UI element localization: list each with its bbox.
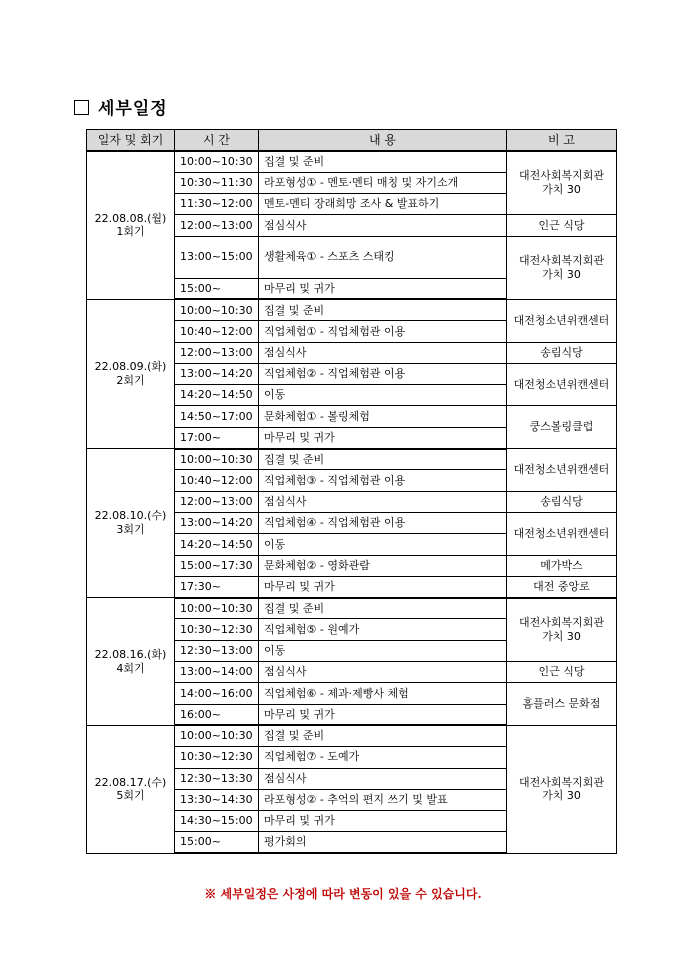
content-cell: 마무리 및 귀가	[259, 704, 507, 725]
time-cell: 10:00~10:30	[175, 151, 259, 172]
time-cell: 10:30~11:30	[175, 172, 259, 193]
time-cell: 13:00~14:20	[175, 363, 259, 384]
session-date: 22.08.08.(월)	[94, 211, 167, 225]
table-row	[87, 598, 617, 619]
time-cell: 13:00~14:00	[175, 662, 259, 683]
session-date: 22.08.17.(수)	[94, 775, 167, 789]
content-cell: 이동	[259, 385, 507, 406]
content-cell: 마무리 및 귀가	[259, 278, 507, 299]
note-cell	[507, 725, 617, 853]
content-cell: 이동	[259, 640, 507, 661]
time-cell: 14:20~14:50	[175, 385, 259, 406]
content-cell: 라포형성② - 추억의 편지 쓰기 및 발표	[259, 789, 507, 810]
time-cell: 12:00~13:00	[175, 215, 259, 236]
time-cell: 12:30~13:30	[175, 768, 259, 789]
schedule-table	[86, 129, 617, 854]
note-line: 가치 30	[542, 183, 581, 197]
content-cell: 마무리 및 귀가	[259, 811, 507, 832]
session-number: 1회기	[116, 225, 145, 239]
note-line: 대전사회복지회관	[518, 616, 604, 630]
time-cell: 12:00~13:00	[175, 342, 259, 363]
content-cell: 이동	[259, 534, 507, 555]
note-line: 대전사회복지회관	[518, 169, 604, 183]
time-cell: 13:00~14:20	[175, 512, 259, 533]
note-cell	[507, 598, 617, 662]
note-cell: 메가박스	[507, 555, 617, 576]
content-cell: 직업체험① - 직업체험관 이용	[259, 321, 507, 342]
content-cell: 직업체험⑥ - 제과·제빵사 체험	[259, 683, 507, 704]
page-title	[74, 94, 168, 119]
content-cell: 집결 및 준비	[259, 449, 507, 470]
note-cell: 인근 식당	[507, 662, 617, 683]
table-row	[87, 151, 617, 172]
time-cell: 13:00~15:00	[175, 236, 259, 278]
session-number: 5회기	[116, 789, 145, 803]
note-cell: 홈플러스 문화점	[507, 683, 617, 726]
content-cell: 생활체육① - 스포츠 스태킹	[259, 236, 507, 278]
note-line: 대전사회복지회관	[518, 254, 604, 268]
content-cell: 마무리 및 귀가	[259, 427, 507, 448]
session-day-cell	[87, 449, 175, 598]
session-number: 4회기	[116, 661, 145, 675]
content-cell: 평가회의	[259, 832, 507, 853]
time-cell: 15:00~	[175, 278, 259, 299]
time-cell: 10:00~10:30	[175, 449, 259, 470]
page-title-text: 세부일정	[98, 99, 168, 119]
note-cell	[507, 151, 617, 215]
time-cell: 10:00~10:30	[175, 598, 259, 619]
time-cell: 17:30~	[175, 576, 259, 597]
note-line: 가치 30	[542, 629, 581, 643]
header-day: 일자 및 회기	[87, 130, 175, 152]
time-cell: 10:00~10:30	[175, 299, 259, 320]
time-cell: 15:00~	[175, 832, 259, 853]
table-row	[87, 725, 617, 746]
time-cell: 10:30~12:30	[175, 619, 259, 640]
session-date: 22.08.16.(화)	[94, 647, 167, 661]
note-cell: 대전청소년위캔센터	[507, 299, 617, 342]
time-cell: 12:00~13:00	[175, 491, 259, 512]
time-cell: 16:00~	[175, 704, 259, 725]
note-line: 대전사회복지회관	[518, 775, 604, 789]
session-date: 22.08.10.(수)	[94, 509, 167, 523]
time-cell: 10:00~10:30	[175, 725, 259, 746]
session-day-cell	[87, 299, 175, 448]
time-cell: 14:20~14:50	[175, 534, 259, 555]
table-row	[87, 449, 617, 470]
note-cell	[507, 236, 617, 299]
header-note: 비 고	[507, 130, 617, 152]
time-cell: 10:40~12:00	[175, 470, 259, 491]
content-cell: 집결 및 준비	[259, 151, 507, 172]
time-cell: 14:30~15:00	[175, 811, 259, 832]
session-day-cell	[87, 598, 175, 726]
note-cell: 쿵스볼링클럽	[507, 406, 617, 449]
header-content: 내 용	[259, 130, 507, 152]
content-cell: 마무리 및 귀가	[259, 576, 507, 597]
content-cell: 직업체험④ - 직업체험관 이용	[259, 512, 507, 533]
time-cell: 12:30~13:00	[175, 640, 259, 661]
note-line: 가치 30	[542, 267, 581, 281]
time-cell: 17:00~	[175, 427, 259, 448]
time-cell: 14:50~17:00	[175, 406, 259, 427]
content-cell: 직업체험⑤ - 원예가	[259, 619, 507, 640]
content-cell: 집결 및 준비	[259, 299, 507, 320]
content-cell: 문화체험① - 볼링체험	[259, 406, 507, 427]
note-cell: 송림식당	[507, 491, 617, 512]
note-cell: 대전청소년위캔센터	[507, 449, 617, 492]
time-cell: 10:30~12:30	[175, 747, 259, 768]
header-row	[87, 130, 617, 152]
time-cell: 10:40~12:00	[175, 321, 259, 342]
session-date: 22.08.09.(화)	[94, 360, 167, 374]
footnote: ※ 세부일정은 사정에 따라 변동이 있을 수 있습니다.	[204, 887, 482, 901]
content-cell: 점심식사	[259, 215, 507, 236]
content-cell: 직업체험② - 직업체험관 이용	[259, 363, 507, 384]
content-cell: 문화체험② - 영화관람	[259, 555, 507, 576]
table-row	[87, 299, 617, 320]
time-cell: 13:30~14:30	[175, 789, 259, 810]
content-cell: 점심식사	[259, 342, 507, 363]
content-cell: 점심식사	[259, 662, 507, 683]
content-cell: 직업체험③ - 직업체험관 이용	[259, 470, 507, 491]
session-day-cell	[87, 725, 175, 853]
session-number: 3회기	[116, 523, 145, 537]
content-cell: 집결 및 준비	[259, 725, 507, 746]
note-cell: 인근 식당	[507, 215, 617, 236]
note-cell: 대전청소년위캔센터	[507, 512, 617, 555]
content-cell: 점심식사	[259, 491, 507, 512]
header-time: 시 간	[175, 130, 259, 152]
content-cell: 라포형성① - 멘토·멘티 매칭 및 자기소개	[259, 172, 507, 193]
note-cell: 송림식당	[507, 342, 617, 363]
content-cell: 집결 및 준비	[259, 598, 507, 619]
note-cell: 대전청소년위캔센터	[507, 363, 617, 406]
time-cell: 14:00~16:00	[175, 683, 259, 704]
content-cell: 멘토-멘티 장래희망 조사 & 발표하기	[259, 194, 507, 215]
session-day-cell	[87, 151, 175, 299]
content-cell: 직업체험⑦ - 도예가	[259, 747, 507, 768]
time-cell: 15:00~17:30	[175, 555, 259, 576]
content-cell: 점심식사	[259, 768, 507, 789]
checkbox-square-icon	[74, 100, 89, 115]
time-cell: 11:30~12:00	[175, 194, 259, 215]
session-number: 2회기	[116, 374, 145, 388]
note-cell: 대전 중앙로	[507, 576, 617, 597]
note-line: 가치 30	[542, 789, 581, 803]
